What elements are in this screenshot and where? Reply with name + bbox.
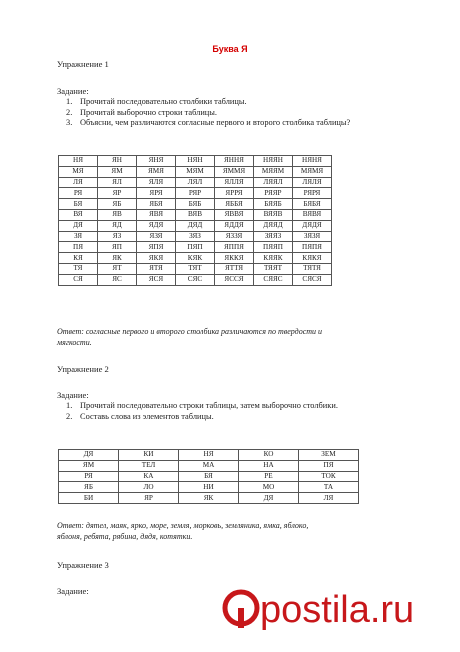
- table-cell: ТЕЛ: [119, 460, 179, 471]
- exercise2-answer-line1: Ответ: дятел, маяк, ярко, море, земля, морковь, земляника, ямка, яблоко,: [57, 521, 309, 530]
- table-row: [59, 209, 332, 220]
- table-cell: НЯН: [176, 156, 215, 167]
- table-cell: ЯББЯ: [215, 199, 254, 210]
- table-cell: ЛЯЯЛ: [254, 177, 293, 188]
- table-cell: ТЯТЯ: [293, 263, 332, 274]
- table-cell: ЯТЯ: [137, 263, 176, 274]
- table-row: [59, 253, 332, 264]
- table-cell: ЯДЯ: [137, 220, 176, 231]
- table-row: [59, 220, 332, 231]
- exercise3-heading: Упражнение 3: [57, 560, 109, 570]
- table-cell: ЯЛЯ: [137, 177, 176, 188]
- table-cell: КЯЯК: [254, 253, 293, 264]
- table-cell: НА: [239, 460, 299, 471]
- table-cell: ЯЗЯ: [137, 231, 176, 242]
- table-cell: КЯК: [176, 253, 215, 264]
- table-cell: ЯНЯ: [137, 156, 176, 167]
- table-cell: БЯБ: [176, 199, 215, 210]
- postila-logo-svg: [222, 589, 452, 631]
- table-cell: ТОК: [299, 471, 359, 482]
- table-cell: ЯППЯ: [215, 242, 254, 253]
- task-item: 1. Прочитай последовательно строки таблицы, затем выборочно столбики.: [66, 401, 338, 410]
- table-cell: ТЯ: [59, 263, 98, 274]
- table-cell: СЯЯС: [254, 274, 293, 285]
- table-cell: ЛЯ: [299, 493, 359, 504]
- table-cell: МЯЯМ: [254, 166, 293, 177]
- table-cell: КО: [239, 450, 299, 461]
- table-cell: БЯ: [59, 199, 98, 210]
- table-row: [59, 450, 359, 461]
- table-row: [59, 199, 332, 210]
- table-row: [59, 471, 359, 482]
- table-cell: ЯЗ: [98, 231, 137, 242]
- table-row: [59, 156, 332, 167]
- table-row: [59, 493, 359, 504]
- exercise1-answer-line1: Ответ: согласные первого и второго столбика различаются по твердости и: [57, 327, 323, 336]
- table-cell: ЯБЯ: [137, 199, 176, 210]
- exercise2-task-label: Задание:: [57, 390, 89, 400]
- table-cell: ЯМ: [98, 166, 137, 177]
- table-cell: ЗЕМ: [299, 450, 359, 461]
- table-cell: ЗЯЗ: [176, 231, 215, 242]
- table-cell: ЯРЯ: [137, 188, 176, 199]
- table-cell: ВЯ: [59, 209, 98, 220]
- table-cell: СЯС: [176, 274, 215, 285]
- table-cell: ДЯ: [239, 493, 299, 504]
- table-cell: ТЯТ: [176, 263, 215, 274]
- exercise1-heading: Упражнение 1: [57, 59, 109, 69]
- table-cell: ЯРРЯ: [215, 188, 254, 199]
- table-cell: ЯТТЯ: [215, 263, 254, 274]
- table-cell: ЯК: [98, 253, 137, 264]
- table-cell: ЛЯ: [59, 177, 98, 188]
- table-cell: ПЯЯП: [254, 242, 293, 253]
- table-cell: ЯЛ: [98, 177, 137, 188]
- table-cell: ДЯД: [176, 220, 215, 231]
- task-item: 1. Прочитай последовательно столбики таблицы.: [66, 97, 247, 106]
- table-cell: ЯДДЯ: [215, 220, 254, 231]
- table-cell: НИ: [179, 482, 239, 493]
- task-item: 2. Прочитай выборочно строки таблицы.: [66, 107, 218, 117]
- table-cell: КЯ: [59, 253, 98, 264]
- table-cell: ТЯЯТ: [254, 263, 293, 274]
- table-cell: БЯБЯ: [293, 199, 332, 210]
- table-row: [59, 274, 332, 285]
- postila-pin-icon: [225, 592, 257, 628]
- table-cell: ЯЛЛЯ: [215, 177, 254, 188]
- table-cell: ДЯ: [59, 220, 98, 231]
- table-cell: РЯ: [59, 188, 98, 199]
- exercise1-task-label: Задание:: [57, 86, 89, 96]
- table-row: [59, 263, 332, 274]
- table-row: [59, 177, 332, 188]
- table-cell: ЯП: [98, 242, 137, 253]
- table-cell: КИ: [119, 450, 179, 461]
- postila-logo-text: postila.ru: [260, 589, 415, 631]
- table-cell: ЗЯЯЗ: [254, 231, 293, 242]
- table-cell: МА: [179, 460, 239, 471]
- table-cell: КЯКЯ: [293, 253, 332, 264]
- table-cell: ЯЗЗЯ: [215, 231, 254, 242]
- table-cell: МЯМЯ: [293, 166, 332, 177]
- table-cell: ЯС: [98, 274, 137, 285]
- exercise3-task-label: Задание:: [57, 586, 89, 596]
- page-title: Буква Я: [212, 44, 248, 54]
- table-cell: МО: [239, 482, 299, 493]
- table-cell: БЯЯБ: [254, 199, 293, 210]
- table-cell: НЯ: [59, 156, 98, 167]
- exercise1-task-list: [66, 97, 406, 129]
- table-cell: ПЯ: [299, 460, 359, 471]
- table-cell: ЯР: [119, 493, 179, 504]
- table-cell: ЯД: [98, 220, 137, 231]
- table-cell: БИ: [59, 493, 119, 504]
- table-row: [59, 188, 332, 199]
- task-item: 3. Объясни, чем различаются согласные первого и второго столбика таблицы?: [66, 118, 351, 127]
- table-cell: ВЯВ: [176, 209, 215, 220]
- table-cell: ЯВЯ: [137, 209, 176, 220]
- table-cell: ЯММЯ: [215, 166, 254, 177]
- exercise2-heading: Упражнение 2: [57, 364, 109, 374]
- table-cell: ЗЯ: [59, 231, 98, 242]
- table-cell: РЯРЯ: [293, 188, 332, 199]
- table-cell: КА: [119, 471, 179, 482]
- postila-logo[interactable]: [222, 589, 452, 631]
- exercise1-answer-line2: мягкости.: [57, 338, 92, 347]
- table-cell: ДЯЯД: [254, 220, 293, 231]
- table-cell: СЯСЯ: [293, 274, 332, 285]
- table-cell: ДЯ: [59, 450, 119, 461]
- table-cell: ЯБ: [59, 482, 119, 493]
- table-cell: ЛЯЛЯ: [293, 177, 332, 188]
- table-cell: РЯЯР: [254, 188, 293, 199]
- table-cell: НЯ: [179, 450, 239, 461]
- table-cell: ЯВ: [98, 209, 137, 220]
- table-cell: ЯСЯ: [137, 274, 176, 285]
- table-cell: ПЯПЯ: [293, 242, 332, 253]
- table-cell: ВЯВЯ: [293, 209, 332, 220]
- table-row: [59, 482, 359, 493]
- table-cell: ЯКЯ: [137, 253, 176, 264]
- table-cell: ЯБ: [98, 199, 137, 210]
- table-cell: НЯНЯ: [293, 156, 332, 167]
- table-cell: ЯК: [179, 493, 239, 504]
- table-cell: РЯР: [176, 188, 215, 199]
- table-cell: НЯЯН: [254, 156, 293, 167]
- table-cell: БЯ: [179, 471, 239, 482]
- table-cell: ЗЯЗЯ: [293, 231, 332, 242]
- table-cell: ЯННЯ: [215, 156, 254, 167]
- table-cell: ЯПЯ: [137, 242, 176, 253]
- table-row: [59, 231, 332, 242]
- table-cell: ЯР: [98, 188, 137, 199]
- table-cell: ТА: [299, 482, 359, 493]
- task-item: 2. Составь слова из элементов таблицы.: [66, 411, 214, 421]
- table-cell: ЯМЯ: [137, 166, 176, 177]
- table-cell: ВЯЯВ: [254, 209, 293, 220]
- table-cell: ДЯДЯ: [293, 220, 332, 231]
- word-parts-table: [58, 449, 359, 504]
- table-cell: МЯ: [59, 166, 98, 177]
- table-row: [59, 166, 332, 177]
- syllable-table: [58, 155, 332, 286]
- table-row: [59, 242, 332, 253]
- table-cell: ЛО: [119, 482, 179, 493]
- exercise2-answer-line2: яблоня, ребята, рябина, дядя, котятки.: [57, 532, 193, 541]
- table-cell: ЯССЯ: [215, 274, 254, 285]
- table-cell: СЯ: [59, 274, 98, 285]
- table-row: [59, 460, 359, 471]
- table-cell: МЯМ: [176, 166, 215, 177]
- table-cell: ПЯП: [176, 242, 215, 253]
- exercise2-task-list: [66, 401, 396, 422]
- table-cell: ПЯ: [59, 242, 98, 253]
- table-cell: РЕ: [239, 471, 299, 482]
- table-cell: ЛЯЛ: [176, 177, 215, 188]
- table-cell: ЯВВЯ: [215, 209, 254, 220]
- table-cell: РЯ: [59, 471, 119, 482]
- table-cell: ЯМ: [59, 460, 119, 471]
- table-cell: ЯТ: [98, 263, 137, 274]
- table-cell: ЯН: [98, 156, 137, 167]
- table-cell: ЯККЯ: [215, 253, 254, 264]
